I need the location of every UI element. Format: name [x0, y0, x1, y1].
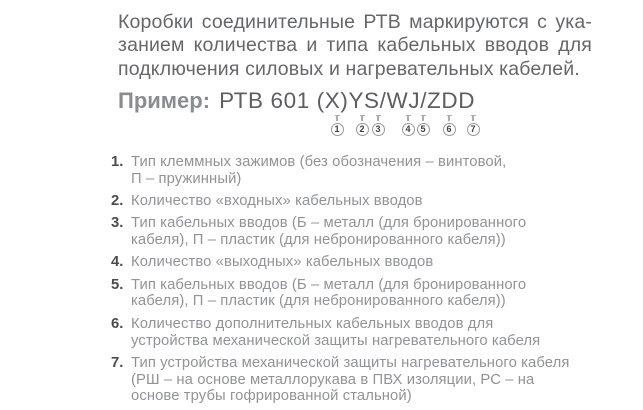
- list-item-text: [131, 355, 592, 405]
- marker-2: [355, 115, 369, 136]
- tick-line-icon: [377, 115, 379, 121]
- list-item-text: [131, 254, 592, 271]
- example-product-code: РТВ 601 (Х)YS/WJ/ZDD: [219, 87, 476, 113]
- tick-line-icon: [472, 115, 474, 121]
- intro-line-3: подключения силовых и нагревательных кабелей.: [118, 57, 580, 80]
- circled-number-icon: 2: [356, 123, 369, 136]
- example-row: [118, 87, 592, 114]
- circled-number-icon: 4: [402, 123, 415, 136]
- tick-line-icon: [448, 115, 450, 121]
- list-item-number: 3.: [111, 215, 124, 232]
- marker-1: [330, 115, 344, 136]
- list-item-line: Тип устройства механической защиты нагревательного кабеля: [131, 354, 570, 371]
- list-item-7: [111, 355, 592, 405]
- list-item-line: Тип кабельных вводов (Б – металл (для бронированного: [131, 215, 527, 232]
- list-item-line: Количество дополнительных кабельных вводов для: [131, 315, 494, 332]
- list-item-5: [111, 277, 592, 311]
- marker-4: [401, 115, 415, 136]
- list-item-1: [111, 154, 592, 188]
- list-item-line: Количество «выходных» кабельных вводов: [131, 254, 434, 271]
- list-item-line: кабеля), П – пластик (для небронированного кабеля)): [131, 293, 506, 310]
- marker-6: [442, 115, 456, 136]
- circled-number-icon: 6: [443, 123, 456, 136]
- circled-number-icon: 5: [417, 123, 430, 136]
- example-label: Пример:: [118, 87, 211, 113]
- content-column: [111, 11, 592, 405]
- list-item-text: [131, 316, 592, 350]
- list-item-4: [111, 254, 592, 271]
- list-item-2: [111, 193, 592, 210]
- tick-line-icon: [361, 115, 363, 121]
- list-item-line: (РШ – на основе металлорукава в ПВХ изоляции, РС – на: [131, 371, 535, 388]
- list-item-text: [131, 193, 592, 210]
- list-item-text: [131, 215, 592, 249]
- circled-number-icon: 3: [372, 123, 385, 136]
- list-item-number: 5.: [111, 276, 124, 293]
- list-item-6: [111, 316, 592, 350]
- circled-number-icon: 7: [467, 123, 480, 136]
- list-item-number: 7.: [111, 354, 124, 371]
- list-item-number: 4.: [111, 254, 124, 271]
- marker-3: [371, 115, 385, 136]
- list-item-line: Количество «входных» кабельных вводов: [131, 192, 423, 209]
- list-item-text: [131, 154, 592, 188]
- list-item-number: 1.: [111, 153, 124, 170]
- marker-5: [416, 115, 430, 136]
- list-item-line: Тип кабельных вводов (Б – металл (для бронированного: [131, 276, 527, 293]
- marker-7: [466, 115, 480, 136]
- intro-line-1: Коробки соединительные РТВ маркируются с ука-: [118, 11, 592, 33]
- intro-paragraph: [118, 11, 592, 81]
- list-item-number: 2.: [111, 192, 124, 209]
- list-item-line: кабеля), П – пластик (для небронированного кабеля)): [131, 232, 506, 249]
- legend-list: [111, 154, 592, 405]
- list-item-text: [131, 277, 592, 311]
- tick-line-icon: [336, 115, 338, 121]
- list-item-number: 6.: [111, 315, 124, 332]
- list-item-line: П – пружинный): [131, 170, 242, 187]
- tick-line-icon: [407, 115, 409, 121]
- marker-row: [118, 115, 592, 142]
- list-item-line: основе трубы гофрированной стальной): [131, 388, 412, 405]
- circled-number-icon: 1: [331, 123, 344, 136]
- tick-line-icon: [422, 115, 424, 121]
- list-item-line: Тип клеммных зажимов (без обозначения – винтовой,: [131, 153, 507, 170]
- list-item-3: [111, 215, 592, 249]
- list-item-line: устройства механической защиты нагревательного кабеля: [131, 332, 541, 349]
- intro-line-2: занием количества и типа кабельных вводов для: [118, 34, 592, 57]
